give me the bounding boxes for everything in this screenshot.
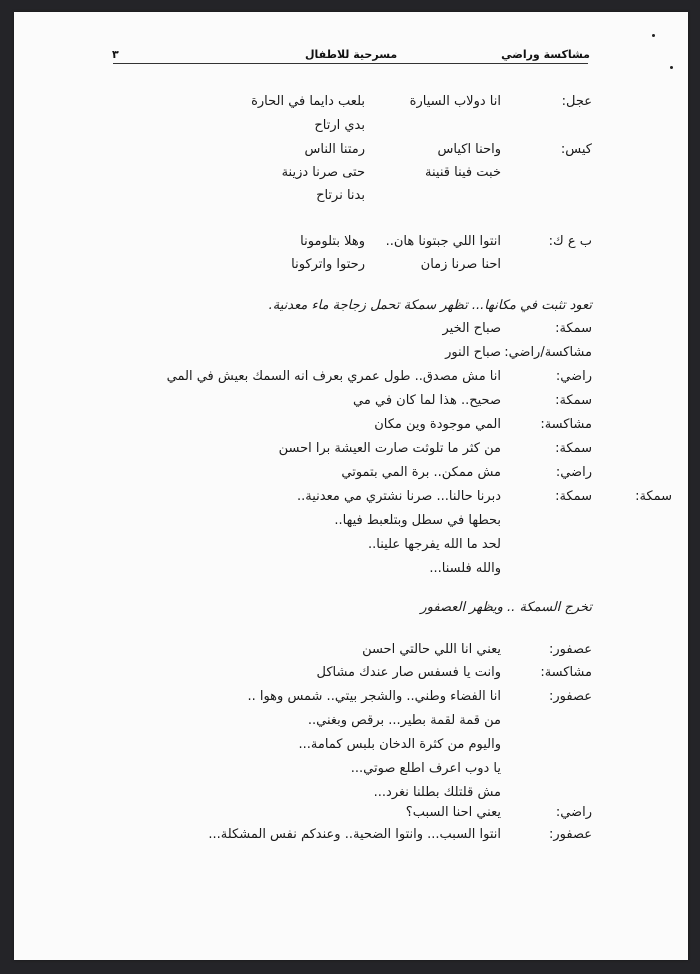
margin-speaker-label: سمكة: [635,489,672,504]
header-title: مشاكسة وراضي [501,48,590,61]
speaker-label: سمكة: [555,441,592,456]
dialogue-text: من قمة لقمة بطير... برقص وبغني.. [307,713,501,728]
dialogue-text: انا دولاب السيارة [409,94,501,109]
dialogue-text: صحيح.. هذا لما كان في مي [353,393,501,408]
dialogue-text: وانت يا فسفس صار عندك مشاكل [316,665,501,680]
dialogue-text: والله فلسنا... [429,561,501,576]
dialogue-text: انا الفضاء وطني.. والشجر بيتي.. شمس وهوا .. [247,689,501,704]
dialogue-text: لحد ما الله يفرجها علينا.. [368,537,501,552]
speaker-label: مشاكسة: [540,665,592,680]
speaker-label: عصفور: [549,827,592,842]
dialogue-text-secondary: رمتنا الناس [304,142,365,157]
dialogue-text-secondary: رحتوا واتركونا [291,257,365,272]
speaker-label: مشاكسة/راضي: [504,345,592,360]
dialogue-text: مش قلتلك بطلنا نغرد... [373,785,501,800]
header-rule [113,63,588,64]
dialogue-text-secondary: حتى صرنا دزينة [281,165,365,180]
dialogue-text: مش ممكن.. برة المي بتموتي [341,465,501,480]
dialogue-text: صباح النور [445,345,501,360]
dialogue-text: انتوا السبب... وانتوا الضحية.. وعندكم نفس المشكلة... [208,827,501,842]
dialogue-text: يعني احنا السبب؟ [405,805,501,820]
dialogue-text: من كثر ما تلوثت صارت العيشة برا احسن [278,441,501,456]
speaker-label: راضي: [555,465,592,480]
stage-direction: تخرج السمكة .. ويظهر العصفور [420,600,592,615]
dialogue-text: واليوم من كثرة الدخان بلبس كمامة... [298,737,501,752]
stage-direction: تعود تثبت في مكانها... تظهر سمكة تحمل زجاجة ماء معدنية. [268,298,592,313]
dialogue-text: احنا صرنا زمان [420,257,501,272]
speaker-label: سمكة: [555,489,592,504]
dialogue-text: يا دوب اعرف اطلع صوتي... [350,761,501,776]
dialogue-text-secondary: بلعب دايما في الحارة [251,94,365,109]
speaker-label: راضي: [555,805,592,820]
speaker-label: عصفور: [549,642,592,657]
speaker-label: سمكة: [555,393,592,408]
dialogue-text: خبت فينا قنينة [425,165,501,180]
dialogue-text-secondary: بدنا نرتاح [316,188,365,203]
dialogue-text: بحطها في سطل وبتلعبط فيها.. [334,513,501,528]
dialogue-text: انتوا اللي جبتونا هان.. [385,234,501,249]
speaker-label: سمكة: [555,321,592,336]
dialogue-text-secondary: بدي ارتاح [314,118,365,133]
dialogue-text: صباح الخير [442,321,501,336]
dialogue-text: انا مش مصدق.. طول عمري بعرف انه السمك بعيش في المي [166,369,501,384]
speck [670,66,673,69]
speaker-label: ب ع ك: [548,234,592,249]
dialogue-text: المي موجودة وين مكان [374,417,501,432]
dialogue-text: يعني انا اللي حالتي احسن [362,642,501,657]
speaker-label: مشاكسة: [540,417,592,432]
speaker-label: راضي: [555,369,592,384]
speaker-label: كيس: [560,142,592,157]
speck [652,34,655,37]
speaker-label: عصفور: [549,689,592,704]
header-play-type: مسرحية للاطفال [305,48,398,61]
dialogue-text: واحنا اكياس [437,142,501,157]
page-number: ٣ [112,48,119,61]
dialogue-text-secondary: وهلا بتلومونا [300,234,365,249]
dialogue-text: دبرنا حالنا... صرنا نشتري مي معدنية.. [297,489,501,504]
speaker-label: عجل: [561,94,592,109]
